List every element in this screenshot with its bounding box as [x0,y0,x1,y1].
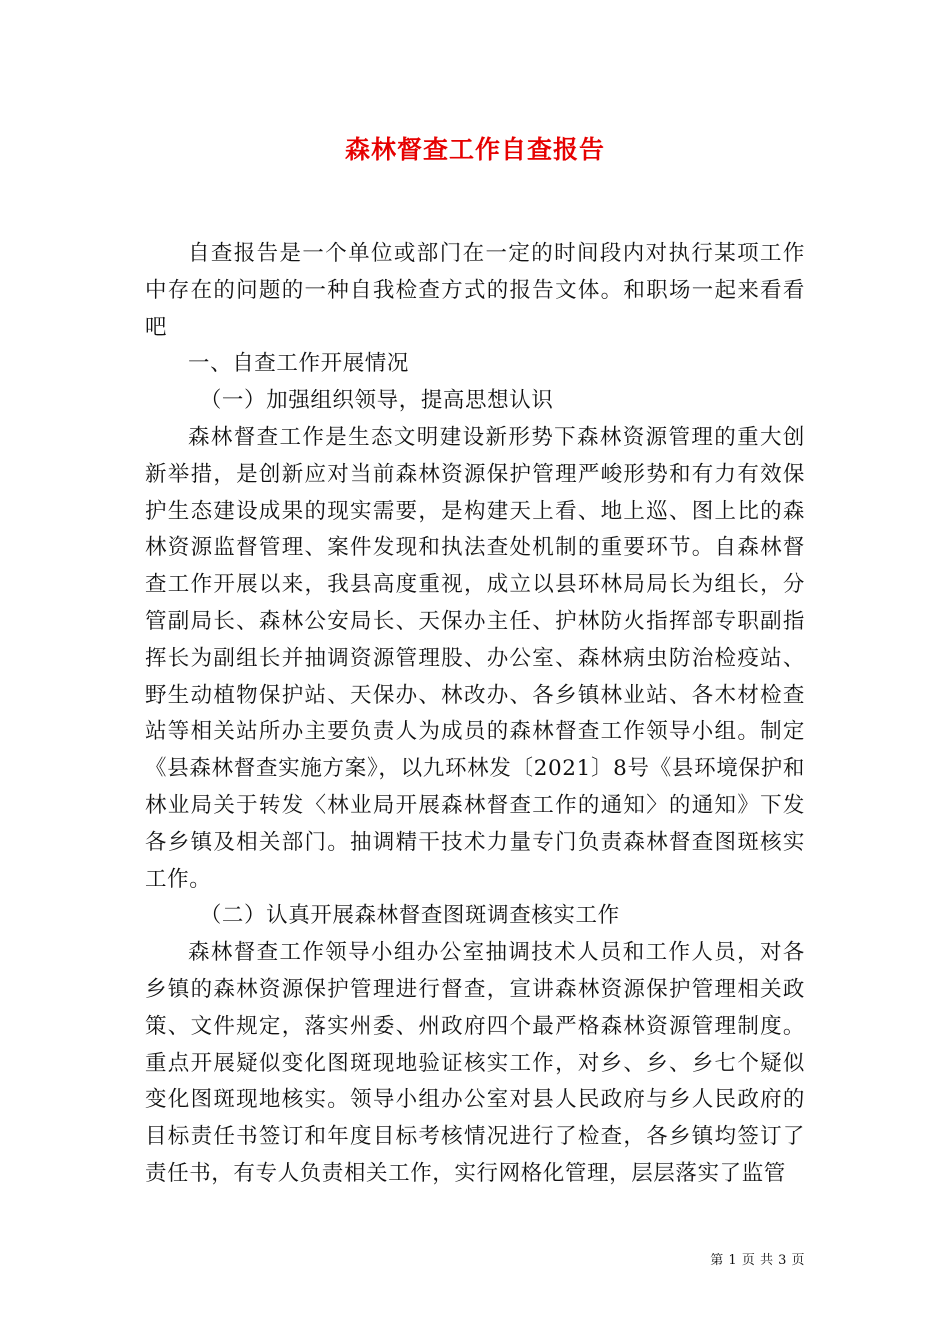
section-heading-1: 一、自查工作开展情况 [188,351,410,377]
intro-paragraph: 自查报告是一个单位或部门在一定的时间段内对执行某项工作中存在的问题的一种自我检查方式的报告文体。和职场一起来看看吧 [145,241,805,340]
subsection-heading-1: （一）加强组织领导，提高思想认识 [199,388,554,414]
subsection-heading-2: （二）认真开展森林督查图斑调查核实工作 [199,903,620,929]
body-paragraph-1: 森林督查工作是生态文明建设新形势下森林资源管理的重大创新举措，是创新应对当前森林资源保护管理严峻形势和有力有效保护生态建设成果的现实需要，是构建天上看、地上巡、图上比的森林资源监督管理、案件发现和执法查处机制的重要环节。自森林督查工作开展以来，我县高度重视，成立以县环林局局长为组长，分管副局长、森林公安局长、天保办主任、护林防火指挥部专职副指挥长为副组长并抽调资源管理股、办公室、森林病虫防治检疫站、野生动植物保护站、天保办、林改办、各乡镇林业站、各木材检查站等相关站所办主要负责人为成员的森林督查工作领导小组。制定《县森林督查实施方案》，以九环林发〔2021〕8号《县环境保护和林业局关于转发〈林业局开展森林督查工作的通知〉的通知》下发各乡镇及相关部门。抽调精干技术力量专门负责森林督查图斑核实工作。 [145,424,805,892]
document-title: 森林督查工作自查报告 [344,135,605,164]
page-number: 第 1 页 共 3 页 [710,1253,805,1268]
document-body [145,236,805,1193]
body-paragraph-2: 森林督查工作领导小组办公室抽调技术人员和工作人员，对各乡镇的森林资源保护管理进行督查，宣讲森林资源保护管理相关政策、文件规定，落实州委、州政府四个最严格森林资源管理制度。重点开展疑似变化图斑现地验证核实工作，对乡、乡、乡七个疑似变化图斑现地核实。领导小组办公室对县人民政府与乡人民政府的目标责任书签订和年度目标考核情况进行了检查，各乡镇均签订了责任书，有专人负责相关工作，实行网格化管理，层层落实了监管 [145,940,805,1186]
